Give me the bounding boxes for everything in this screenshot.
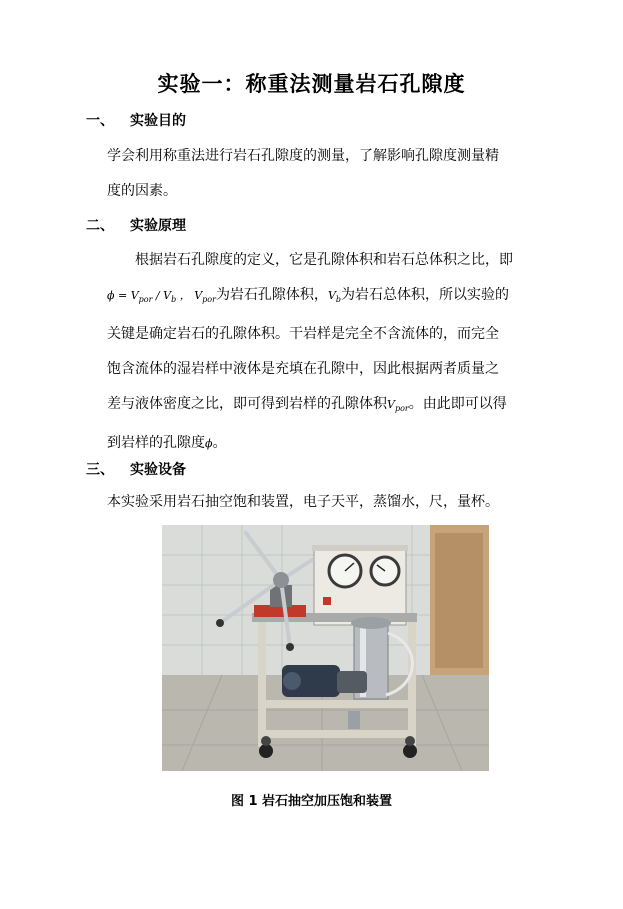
text-line: 度的因素。 xyxy=(107,183,177,199)
text-line: 本实验采用岩石抽空饱和装置，电子天平，蒸馏水，尺，量杯。 xyxy=(107,494,499,510)
purpose-paragraph xyxy=(107,139,547,209)
section-title: 实验原理 xyxy=(130,218,186,234)
pore-volume-symbol: $V_{por}$ xyxy=(387,398,409,414)
section-title: 实验目的 xyxy=(130,113,186,129)
text-line: 关键是确定岩石的孔隙体积。干岩样是完全不含流体的，而完全 xyxy=(107,326,499,343)
page-title: 实验一：称重法测量岩石孔隙度 xyxy=(157,72,466,96)
bulk-volume-symbol: $V_b$ xyxy=(327,289,342,305)
section-number: 三、 xyxy=(86,462,114,478)
text-line: 饱含流体的湿岩样中液体是充填在孔隙中，因此根据两者质量之 xyxy=(107,361,499,378)
porosity-formula: $\phi = V_{por} / V_b$ ， $V_{por}$ xyxy=(107,289,216,305)
apparatus-photo xyxy=(162,525,489,771)
text-line: 学会利用称重法进行岩石孔隙度的测量，了解影响孔隙度测量精 xyxy=(107,148,499,164)
section-heading-principle xyxy=(86,215,186,235)
section-heading-purpose xyxy=(86,110,186,130)
vacuum-gauge-icon xyxy=(329,555,361,587)
text-line: 根据岩石孔隙度的定义，它是孔隙体积和岩石总体积之比，即 xyxy=(135,252,513,268)
text-line: 差与液体密度之比，即可得到岩样的孔隙体积$V_{por}$。由此即可以得 xyxy=(107,396,507,414)
porosity-symbol: ϕ xyxy=(205,437,213,451)
section-number: 二、 xyxy=(86,218,114,234)
text-line-formula: $\phi = V_{por} / V_b$ ， $V_{por}$为岩石孔隙体积，$V_b$为岩石总体积，所以实验的 xyxy=(107,287,510,305)
pressure-gauge-icon xyxy=(371,557,399,585)
text-line: 到岩样的孔隙度ϕ。 xyxy=(107,435,227,452)
section-number: 一、 xyxy=(86,113,114,129)
equipment-paragraph xyxy=(107,485,547,520)
principle-paragraph xyxy=(107,243,547,461)
section-heading-equipment xyxy=(86,459,186,479)
section-title: 实验设备 xyxy=(130,462,186,478)
figure-caption: 图 1 岩石抽空加压饱和装置 xyxy=(230,794,393,809)
